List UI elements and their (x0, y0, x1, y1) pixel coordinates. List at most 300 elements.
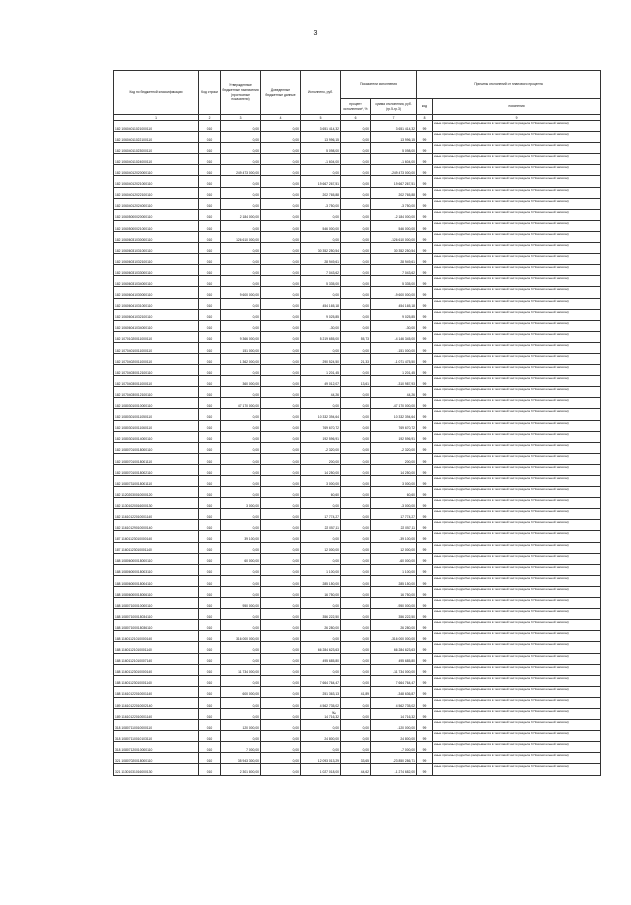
cell-reason-code: 99 (417, 553, 433, 564)
cell-executed: 0,00 (301, 398, 341, 409)
cell-executed: 1 201,45 (301, 365, 341, 376)
cell-executed: 5 219 655,00 (301, 331, 341, 342)
cell-row-code: 010 (199, 586, 221, 597)
cell-percent: 0,00 (341, 653, 371, 664)
cell-row-code: 010 (199, 487, 221, 498)
cell-deviation: 7 664 764,47 (371, 675, 417, 686)
cell-executed: 0,00 (301, 742, 341, 753)
cell-explanation: иные причины (подробно раскрывается в текстовой части раздела 3 Пояснительной записки) (433, 708, 601, 719)
cell-code: 182 10807010018001110 (114, 453, 199, 464)
cell-approved: 0,00 (221, 653, 261, 664)
cell-explanation: иные причины (подробно раскрывается в текстовой части раздела 3 Пояснительной записки) (433, 265, 601, 276)
cell-executed: 44,26 (301, 387, 341, 398)
cell-deviation: 202 765,88 (371, 187, 417, 198)
cell-reason-code: 99 (417, 154, 433, 165)
cell-approved: 1 362 000,00 (221, 353, 261, 364)
table-body (114, 121, 601, 776)
cell-deviation: -3 750,00 (371, 198, 417, 209)
cell-approved: 0,00 (221, 309, 261, 320)
cell-executed: 251 363,13 (301, 686, 341, 697)
table-row (114, 564, 601, 575)
cell-brought: 0,00 (261, 265, 301, 276)
cell-explanation: иные причины (подробно раскрывается в текстовой части раздела 3 Пояснительной записки) (433, 675, 601, 686)
cell-percent: 0,00 (341, 320, 371, 331)
cell-executed: 26 280,00 (301, 620, 341, 631)
cell-percent: 0,00 (341, 387, 371, 398)
table-row (114, 631, 601, 642)
cell-reason-code: 99 (417, 331, 433, 342)
cell-executed: 0,00 (301, 631, 341, 642)
table-row (114, 720, 601, 731)
header-execution-indicators: Показатели исполнения (341, 71, 417, 99)
cell-explanation: иные причины (подробно раскрывается в текстовой части раздела 3 Пояснительной записки) (433, 620, 601, 631)
cell-code: 318 10807110010000110 (114, 720, 199, 731)
table-row (114, 586, 601, 597)
cell-approved: 0,00 (221, 387, 261, 398)
cell-code: 182 10704020011000110 (114, 353, 199, 364)
cell-row-code: 010 (199, 642, 221, 653)
cell-code: 182 10604011022100110 (114, 132, 199, 143)
cell-code: 188 10806000018004110 (114, 575, 199, 586)
cell-explanation: иные причины (подробно раскрывается в текстовой части раздела 3 Пояснительной записки) (433, 342, 601, 353)
cell-percent: 41,89 (341, 686, 371, 697)
cell-percent: 0,00 (341, 520, 371, 531)
cell-reason-code: 99 (417, 353, 433, 364)
cell-percent: 0,00 (341, 143, 371, 154)
cell-row-code: 010 (199, 731, 221, 742)
table-row (114, 753, 601, 764)
cell-approved: 249 473 000,00 (221, 165, 261, 176)
cell-reason-code: 99 (417, 731, 433, 742)
cell-deviation: -7 000,00 (371, 742, 417, 753)
cell-percent: 0,00 (341, 409, 371, 420)
cell-brought: 0,00 (261, 442, 301, 453)
cell-percent: 0,00 (341, 309, 371, 320)
cell-executed: 14 716,32 (301, 708, 341, 719)
cell-code: 182 10704010011000110 (114, 342, 199, 353)
cell-approved: 0,00 (221, 132, 261, 143)
cell-brought: 0,00 (261, 620, 301, 631)
table-row (114, 298, 601, 309)
cell-brought: 0,00 (261, 398, 301, 409)
table-row (114, 387, 601, 398)
cell-reason-code: 99 (417, 209, 433, 220)
cell-row-code: 010 (199, 553, 221, 564)
cell-reason-code: 99 (417, 265, 433, 276)
cell-explanation: иные причины (подробно раскрывается в текстовой части раздела 3 Пояснительной записки) (433, 353, 601, 364)
cell-executed: 7 043,62 (301, 265, 341, 276)
table-row (114, 675, 601, 686)
cell-percent: 0,00 (341, 231, 371, 242)
cell-brought: 0,00 (261, 476, 301, 487)
cell-brought: 0,00 (261, 176, 301, 187)
cell-brought: 0,00 (261, 165, 301, 176)
cell-deviation: 16 750,00 (371, 586, 417, 597)
cell-approved: 0,00 (221, 243, 261, 254)
table-row (114, 187, 601, 198)
cell-brought: 0,00 (261, 586, 301, 597)
table-row (114, 420, 601, 431)
cell-reason-code: 99 (417, 498, 433, 509)
cell-deviation: 26 280,00 (371, 620, 417, 631)
cell-executed: 0,00 (301, 231, 341, 242)
cell-explanation: иные причины (подробно раскрывается в текстовой части раздела 3 Пояснительной записки) (433, 231, 601, 242)
cell-row-code: 010 (199, 409, 221, 420)
cell-deviation: 546 000,00 (371, 220, 417, 231)
cell-row-code: 010 (199, 398, 221, 409)
cell-explanation: иные причины (подробно раскрывается в текстовой части раздела 3 Пояснительной записки) (433, 409, 601, 420)
table-row (114, 287, 601, 298)
cell-deviation: 14 716,32 (371, 708, 417, 719)
cell-brought: 0,00 (261, 642, 301, 653)
cell-percent: 0,00 (341, 276, 371, 287)
cell-percent: 0,00 (341, 420, 371, 431)
cell-reason-code: 99 (417, 442, 433, 453)
cell-explanation: иные причины (подробно раскрывается в текстовой части раздела 3 Пояснительной записки) (433, 598, 601, 609)
cell-approved: 0,00 (221, 187, 261, 198)
cell-code: 182 10604011024000110 (114, 154, 199, 165)
cell-percent: 0,00 (341, 708, 371, 719)
cell-code: 182 10604012024000110 (114, 198, 199, 209)
cell-executed: 0,00 (301, 165, 341, 176)
cell-code: 182 10704030011000110 (114, 376, 199, 387)
cell-row-code: 010 (199, 420, 221, 431)
cell-executed: 9 025,85 (301, 309, 341, 320)
cell-percent: 0,00 (341, 254, 371, 265)
cell-executed: 0,00 (301, 598, 341, 609)
cell-percent: 0,00 (341, 442, 371, 453)
cell-code: 182 10604011021000110 (114, 121, 199, 132)
cell-percent: 0,00 (341, 498, 371, 509)
cell-deviation: 66 284 623,63 (371, 642, 417, 653)
cell-code: 182 10604012020000110 (114, 165, 199, 176)
cell-reason-code: 99 (417, 409, 433, 420)
cell-row-code: 010 (199, 220, 221, 231)
cell-brought: 0,00 (261, 276, 301, 287)
cell-brought: 0,00 (261, 143, 301, 154)
cell-explanation: иные причины (подробно раскрывается в текстовой части раздела 3 Пояснительной записки) (433, 320, 601, 331)
cell-brought: 0,00 (261, 154, 301, 165)
cell-executed: 16 750,00 (301, 586, 341, 597)
table-row (114, 276, 601, 287)
cell-code: 188 11601121010001140 (114, 642, 199, 653)
table-row (114, 453, 601, 464)
cell-row-code: 010 (199, 575, 221, 586)
cell-code: 182 10606031033000110 (114, 265, 199, 276)
cell-executed: 1 100,00 (301, 564, 341, 575)
cell-row-code: 010 (199, 720, 221, 731)
cell-code: 182 10605000020000110 (114, 209, 199, 220)
cell-row-code: 010 (199, 520, 221, 531)
cell-approved: 360 000,00 (221, 376, 261, 387)
cell-approved: 0,00 (221, 453, 261, 464)
cell-executed: 192 596,91 (301, 431, 341, 442)
cell-brought: 0,00 (261, 520, 301, 531)
cell-brought: 0,00 (261, 298, 301, 309)
cell-reason-code: 99 (417, 609, 433, 620)
cell-explanation: иные причины (подробно раскрывается в текстовой части раздела 3 Пояснительной записки) (433, 276, 601, 287)
cell-brought: 0,00 (261, 498, 301, 509)
cell-approved: 9 366 000,00 (221, 331, 261, 342)
cell-explanation: иные причины (подробно раскрывается в текстовой части раздела 3 Пояснительной записки) (433, 531, 601, 542)
cell-code: 187 11601123010000140 (114, 531, 199, 542)
cell-row-code: 010 (199, 276, 221, 287)
cell-brought: 0,00 (261, 764, 301, 775)
cell-row-code: 010 (199, 265, 221, 276)
cell-code: 182 11610122010001140 (114, 509, 199, 520)
table-row (114, 609, 601, 620)
cell-approved: 316 000 000,00 (221, 631, 261, 642)
cell-code: 182 11610129010000140 (114, 520, 199, 531)
cell-code: 182 10803010011050110 (114, 409, 199, 420)
cell-approved: 2 301 800,00 (221, 764, 261, 775)
cell-explanation: иные причины (подробно раскрывается в текстовой части раздела 3 Пояснительной записки) (433, 365, 601, 376)
cell-brought: 0,00 (261, 121, 301, 132)
cell-deviation: 3 651 414,32 (371, 121, 417, 132)
column-number: 7 (371, 115, 417, 121)
cell-percent: 0,00 (341, 564, 371, 575)
budget-execution-table (113, 70, 601, 776)
column-number: 8 (417, 115, 433, 121)
column-number: 3 (221, 115, 261, 121)
cell-brought: 0,00 (261, 231, 301, 242)
table-row (114, 620, 601, 631)
table-row (114, 664, 601, 675)
cell-explanation: иные причины (подробно раскрывается в текстовой части раздела 3 Пояснительной записки) (433, 498, 601, 509)
cell-percent: 21,33 (341, 353, 371, 364)
cell-approved: 0,00 (221, 276, 261, 287)
cell-row-code: 010 (199, 353, 221, 364)
cell-code: 188 10806000018003110 (114, 564, 199, 575)
cell-deviation: -23 850 286,71 (371, 753, 417, 764)
cell-brought: 0,00 (261, 353, 301, 364)
cell-percent: 0,00 (341, 187, 371, 198)
cell-percent: 0,00 (341, 531, 371, 542)
cell-executed: 5 098,00 (301, 143, 341, 154)
table-row (114, 697, 601, 708)
table-row (114, 653, 601, 664)
cell-executed: 495 685,80 (301, 653, 341, 664)
table-row (114, 542, 601, 553)
cell-reason-code: 99 (417, 564, 433, 575)
cell-brought: 0,00 (261, 342, 301, 353)
cell-explanation: иные причины (подробно раскрывается в текстовой части раздела 3 Пояснительной записки) (433, 298, 601, 309)
cell-deviation: 192 596,91 (371, 431, 417, 442)
cell-reason-code: 99 (417, 431, 433, 442)
cell-percent: 33,65 (341, 753, 371, 764)
cell-executed: 49 012,07 (301, 376, 341, 387)
cell-executed: -2 320,00 (301, 442, 341, 453)
cell-explanation: иные причины (подробно раскрывается в текстовой части раздела 3 Пояснительной записки) (433, 376, 601, 387)
cell-deviation: 30 352 250,54 (371, 243, 417, 254)
cell-brought: 0,00 (261, 409, 301, 420)
cell-explanation: иные причины (подробно раскрывается в текстовой части раздела 3 Пояснительной записки) (433, 753, 601, 764)
cell-brought: 0,00 (261, 564, 301, 575)
cell-executed: 30 352 250,54 (301, 243, 341, 254)
cell-approved: 600 000,00 (221, 686, 261, 697)
cell-approved: 47 170 000,00 (221, 398, 261, 409)
cell-explanation: иные причины (подробно раскрывается в текстовой части раздела 3 Пояснительной записки) (433, 420, 601, 431)
cell-brought: 0,00 (261, 731, 301, 742)
cell-executed: 0,00 (301, 664, 341, 675)
cell-code: 182 10606031032100110 (114, 254, 199, 265)
cell-reason-code: 99 (417, 198, 433, 209)
cell-row-code: 010 (199, 154, 221, 165)
cell-explanation: иные причины (подробно раскрывается в текстовой части раздела 3 Пояснительной записки) (433, 398, 601, 409)
cell-reason-code: 99 (417, 165, 433, 176)
header-code: Код по бюджетной классификации (114, 71, 199, 115)
cell-approved: 0,00 (221, 409, 261, 420)
cell-deviation: 14 250,00 (371, 464, 417, 475)
cell-deviation: 22 057,11 (371, 520, 417, 531)
cell-row-code: 010 (199, 753, 221, 764)
cell-code: 182 10704030012100110 (114, 365, 199, 376)
cell-row-code: 010 (199, 331, 221, 342)
table-row (114, 254, 601, 265)
cell-percent: 0,00 (341, 631, 371, 642)
cell-reason-code: 99 (417, 631, 433, 642)
cell-approved: 2 184 000,00 (221, 209, 261, 220)
cell-row-code: 010 (199, 431, 221, 442)
cell-approved: 60 000,00 (221, 553, 261, 564)
cell-deviation: -2 320,00 (371, 442, 417, 453)
cell-brought: 0,00 (261, 664, 301, 675)
cell-approved: 0,00 (221, 708, 261, 719)
cell-explanation: иные причины (подробно раскрывается в текстовой части раздела 3 Пояснительной записки) (433, 154, 601, 165)
cell-reason-code: 99 (417, 586, 433, 597)
cell-approved: 0,00 (221, 609, 261, 620)
header-percent: процент исполнения*, % (341, 99, 371, 115)
cell-brought: 0,00 (261, 320, 301, 331)
cell-code: 182 10803010010000110 (114, 398, 199, 409)
cell-percent: 0,00 (341, 476, 371, 487)
table-row (114, 520, 601, 531)
cell-row-code: 010 (199, 254, 221, 265)
cell-code: 187 11601123010001140 (114, 542, 199, 553)
cell-percent: 0,00 (341, 742, 371, 753)
cell-executed: 14 250,00 (301, 464, 341, 475)
cell-approved: 0,00 (221, 320, 261, 331)
cell-brought: 0,00 (261, 531, 301, 542)
cell-brought: 0,00 (261, 697, 301, 708)
cell-row-code: 010 (199, 476, 221, 487)
header-row-code: Код строки (199, 71, 221, 115)
table-row (114, 176, 601, 187)
cell-code: 321 11301031016000130 (114, 764, 199, 775)
cell-deviation: -11 734 000,00 (371, 664, 417, 675)
page-number: 3 (313, 30, 318, 37)
cell-executed: 12 093 013,29 (301, 753, 341, 764)
cell-executed: 12 000,00 (301, 542, 341, 553)
cell-approved: 3 000,00 (221, 498, 261, 509)
cell-brought: 0,00 (261, 742, 301, 753)
cell-code: 188 10806000018006110 (114, 586, 199, 597)
cell-reason-code: 99 (417, 132, 433, 143)
cell-approved: 0,00 (221, 198, 261, 209)
cell-code: 182 11202030010000120 (114, 487, 199, 498)
cell-approved: 0,00 (221, 620, 261, 631)
cell-code: 189 11610122010002140 (114, 697, 199, 708)
cell-row-code: 010 (199, 631, 221, 642)
cell-approved: 0,00 (221, 675, 261, 686)
cell-approved: 0,00 (221, 254, 261, 265)
cell-percent: 0,00 (341, 464, 371, 475)
cell-deviation: -1 604,00 (371, 154, 417, 165)
cell-executed: 22 057,11 (301, 520, 341, 531)
table-row (114, 398, 601, 409)
cell-deviation: -47 170 000,00 (371, 398, 417, 409)
cell-code: 182 10704030012100110 (114, 387, 199, 398)
cell-row-code: 010 (199, 697, 221, 708)
cell-percent: 0,00 (341, 365, 371, 376)
stray-mark: ‰ (332, 710, 336, 715)
cell-reason-code: 99 (417, 708, 433, 719)
cell-reason-code: 99 (417, 365, 433, 376)
cell-reason-code: 99 (417, 764, 433, 775)
cell-approved: 0,00 (221, 487, 261, 498)
cell-explanation: иные причины (подробно раскрывается в текстовой части раздела 3 Пояснительной записки) (433, 453, 601, 464)
cell-approved: 0,00 (221, 220, 261, 231)
cell-row-code: 010 (199, 742, 221, 753)
cell-percent: 0,00 (341, 154, 371, 165)
cell-executed: 3 651 414,32 (301, 121, 341, 132)
cell-approved: 9 600 000,00 (221, 287, 261, 298)
cell-percent: 0,00 (341, 198, 371, 209)
cell-brought: 0,00 (261, 431, 301, 442)
cell-approved: 151 000,00 (221, 342, 261, 353)
cell-percent: 0,00 (341, 431, 371, 442)
table-row (114, 464, 601, 475)
cell-reason-code: 99 (417, 642, 433, 653)
cell-row-code: 010 (199, 464, 221, 475)
cell-deviation: -950 000,00 (371, 598, 417, 609)
cell-executed: 546 000,00 (301, 220, 341, 231)
cell-executed: 4 562 735,02 (301, 697, 341, 708)
cell-deviation: 5 098,00 (371, 143, 417, 154)
cell-reason-code: 99 (417, 742, 433, 753)
cell-row-code: 010 (199, 187, 221, 198)
cell-reason-code: 99 (417, 531, 433, 542)
cell-executed: 66 284 623,63 (301, 642, 341, 653)
cell-deviation: -3 000,00 (371, 498, 417, 509)
cell-percent: 13,61 (341, 376, 371, 387)
cell-approved: 0,00 (221, 586, 261, 597)
table-row (114, 686, 601, 697)
cell-approved: 11 734 000,00 (221, 664, 261, 675)
cell-brought: 0,00 (261, 132, 301, 143)
cell-approved: 0,00 (221, 154, 261, 165)
cell-reason-code: 99 (417, 664, 433, 675)
cell-explanation: иные причины (подробно раскрывается в текстовой части раздела 3 Пояснительной записки) (433, 176, 601, 187)
cell-brought: 0,00 (261, 653, 301, 664)
cell-executed: 285 150,00 (301, 575, 341, 586)
cell-brought: 0,00 (261, 287, 301, 298)
cell-row-code: 010 (199, 231, 221, 242)
cell-explanation: иные причины (подробно раскрывается в текстовой части раздела 3 Пояснительной записки) (433, 664, 601, 675)
cell-code: 318 10807110010103110 (114, 731, 199, 742)
cell-row-code: 010 (199, 764, 221, 775)
cell-brought: 0,00 (261, 686, 301, 697)
table-row (114, 708, 601, 719)
cell-row-code: 010 (199, 309, 221, 320)
cell-reason-code: 99 (417, 598, 433, 609)
header-brought: Доведенные бюджетные данные (261, 71, 301, 115)
cell-code: 321 10807020018000110 (114, 753, 199, 764)
cell-deviation: 5 335,00 (371, 276, 417, 287)
table-row (114, 409, 601, 420)
cell-brought: 0,00 (261, 708, 301, 719)
table-row (114, 642, 601, 653)
